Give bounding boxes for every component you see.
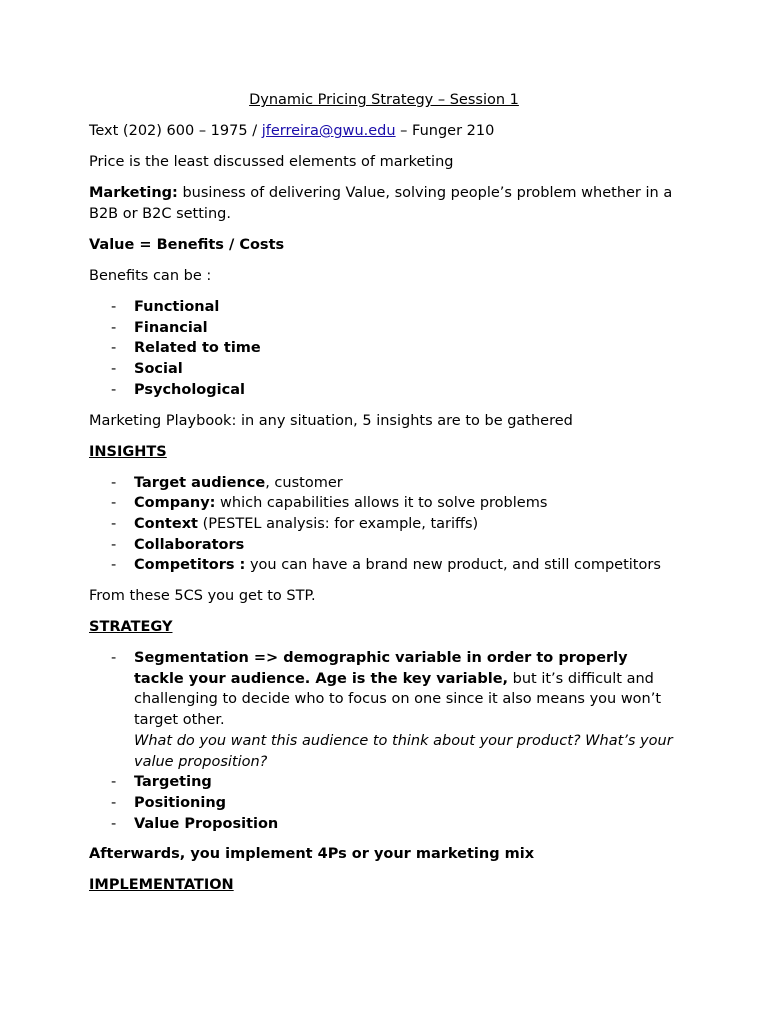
bullet-dash: -	[111, 774, 117, 791]
bullet-dash: -	[111, 557, 117, 574]
benefits-list	[89, 297, 679, 401]
segmentation-question: What do you want this audience to think about your product? What’s your value proposition?	[134, 732, 673, 770]
list-item: - Targeting	[89, 772, 679, 793]
marketing-definition	[89, 183, 679, 225]
list-item: - Collaborators	[89, 535, 679, 556]
bullet-dash: -	[111, 536, 117, 553]
bullet-dash: -	[111, 299, 117, 315]
bullet-dash: -	[111, 815, 117, 832]
insights-list	[89, 473, 679, 577]
list-item: - Psychological	[89, 380, 679, 401]
list-item: - Social	[89, 359, 679, 380]
contact-line	[89, 121, 679, 142]
bullet-dash: -	[111, 361, 117, 378]
bullet-dash: -	[111, 650, 117, 667]
contact-room: – Funger 210	[395, 123, 495, 139]
benefits-intro: Benefits can be :	[89, 268, 212, 284]
list-item: - Positioning	[89, 793, 679, 814]
document-title: Dynamic Pricing Strategy – Session 1	[249, 92, 519, 108]
bullet-dash: -	[111, 340, 117, 357]
intro-text: Price is the least discussed elements of marketing	[89, 154, 454, 170]
playbook-text: Marketing Playbook: in any situation, 5 insights are to be gathered	[89, 412, 573, 429]
afterwards-text: Afterwards, you implement 4Ps or your marketing mix	[89, 846, 535, 863]
strategy-list	[89, 648, 679, 834]
list-item: - Value Proposition	[89, 814, 679, 835]
stp-text: From these 5CS you get to STP.	[89, 588, 316, 605]
marketing-term: Marketing:	[89, 185, 178, 201]
list-item: - Financial	[89, 318, 679, 339]
marketing-text: business of delivering Value, solving people’s problem whether in a B2B or B2C setting.	[89, 185, 673, 222]
bullet-dash: -	[111, 381, 117, 398]
insights-heading: INSIGHTS	[89, 443, 167, 460]
bullet-dash: -	[111, 474, 117, 491]
contact-phone: Text (202) 600 – 1975 /	[89, 123, 262, 139]
bullet-dash: -	[111, 515, 117, 532]
value-formula: Value = Benefits / Costs	[89, 237, 285, 253]
email-link[interactable]: jferreira@gwu.edu	[261, 123, 396, 139]
list-item: - Context (PESTEL analysis: for example, tariffs)	[89, 514, 679, 535]
strategy-heading: STRATEGY	[89, 619, 173, 636]
bullet-dash: -	[111, 495, 117, 512]
list-item: - Competitors : you can have a brand new product, and still competitors	[89, 555, 679, 576]
bullet-dash: -	[111, 319, 117, 336]
bullet-dash: -	[111, 794, 117, 811]
list-item: - Segmentation => demographic variable in order to properly tackle your audience. Age is the key variable, but it’s difficult and challenging to decide who to focus on one since it also means you won’t target other. What do you want this audience to think about your product? What’s your value proposition?	[111, 650, 673, 770]
list-item: - Related to time	[89, 338, 679, 359]
document-page	[89, 90, 679, 906]
implementation-heading: IMPLEMENTATION	[89, 877, 234, 894]
list-item: - Functional	[89, 297, 679, 318]
list-item: - Company: which capabilities allows it to solve problems	[89, 493, 679, 514]
list-item: - Target audience, customer	[89, 473, 679, 494]
